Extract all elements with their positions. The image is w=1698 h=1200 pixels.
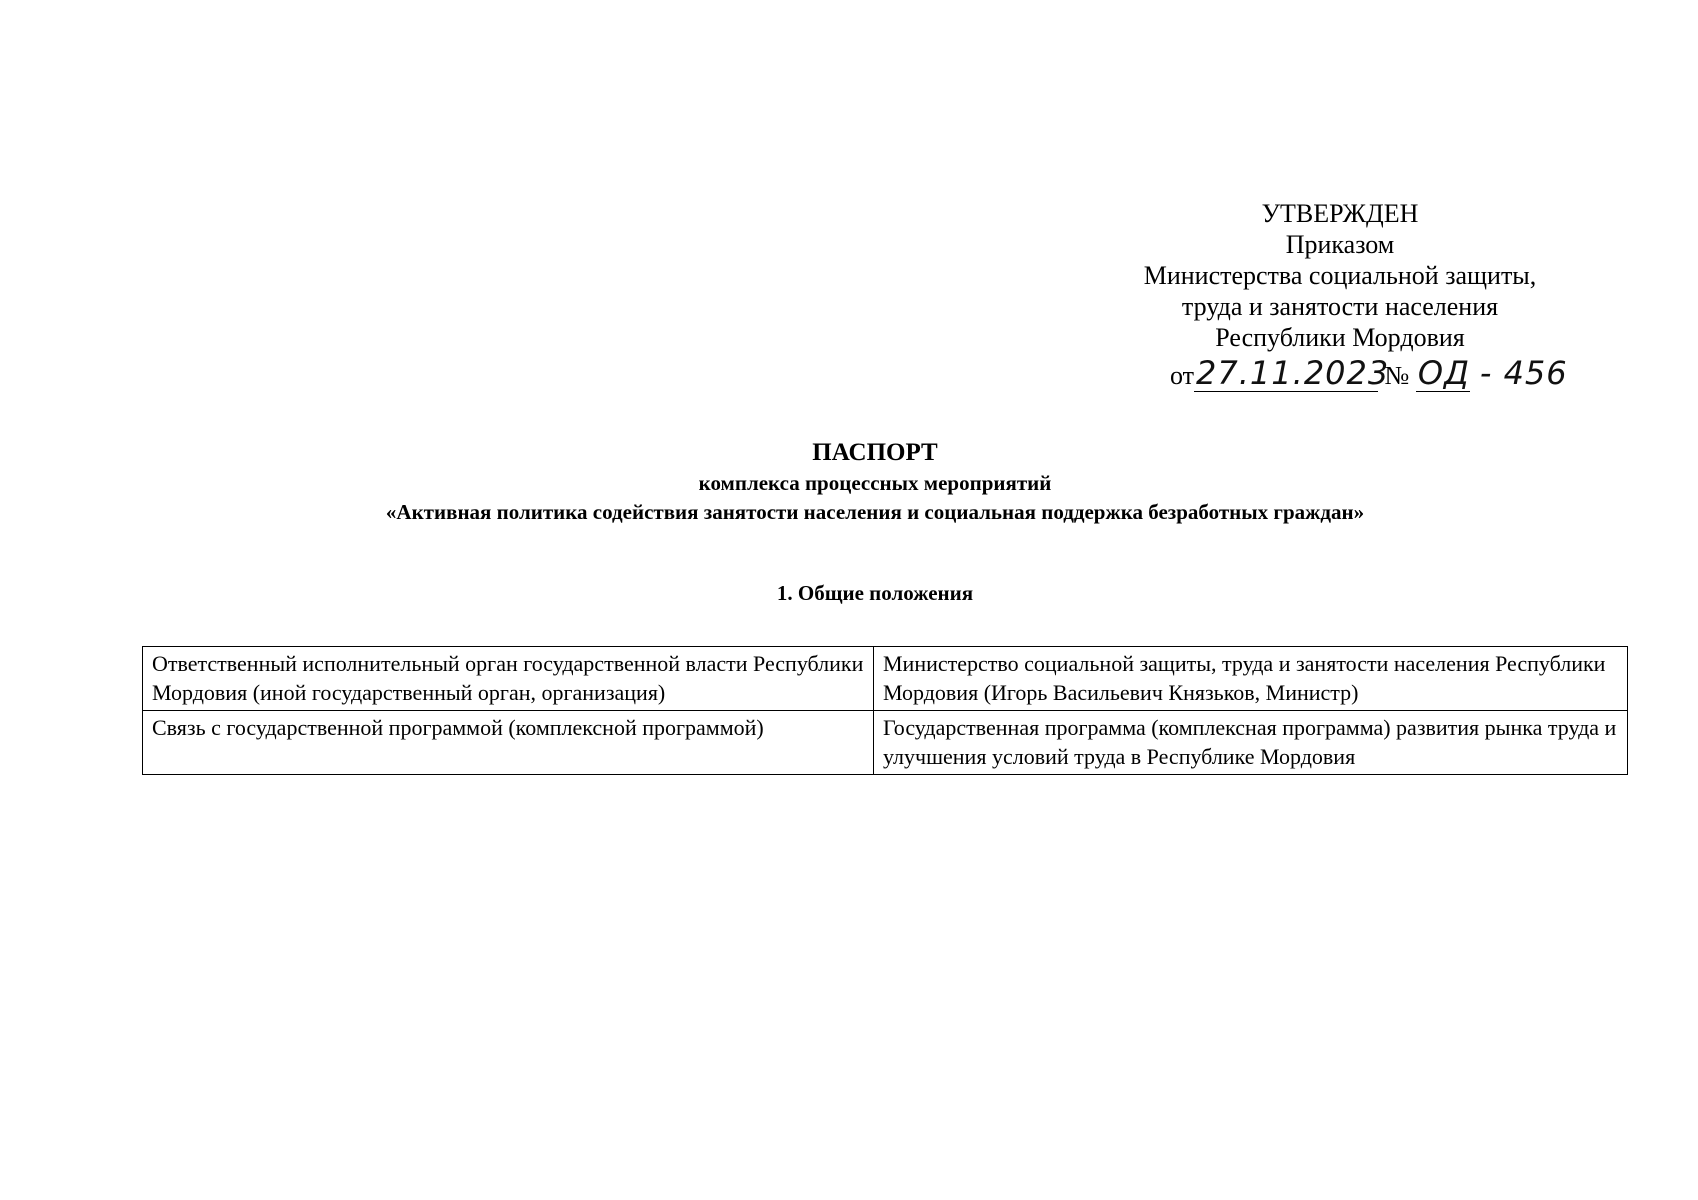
section-heading: 1. Общие положения — [776, 581, 974, 605]
table-row — [143, 711, 1628, 775]
approval-block — [1095, 198, 1585, 393]
handwritten-date-text: 27.11.2023 — [1196, 354, 1390, 392]
handwritten-number-suffix: - 456 — [1479, 354, 1568, 392]
document-title — [0, 437, 1698, 527]
approval-ministry-line2: труда и занятости населения — [1181, 292, 1499, 321]
table-cell-responsible-label: Ответственный исполнительный орган государственной власти Республики Мордовия (иной государственный орган, организация) — [143, 647, 874, 711]
approval-order: Приказом — [1285, 230, 1395, 259]
table-cell-responsible-value: Министерство социальной защиты, труда и занятости населения Республики Мордовия (Игорь Васильевич Князьков, Министр) — [874, 647, 1628, 711]
table-cell-program-label: Связь с государственной программой (комплексной программой) — [143, 711, 874, 775]
handwritten-number — [1416, 354, 1471, 392]
general-provisions-table — [142, 646, 1628, 775]
title-subtitle-2: «Активная политика содействия занятости населения и социальная поддержка безработных граждан» — [385, 500, 1365, 524]
approval-ministry-line3: Республики Мордовия — [1215, 323, 1465, 352]
title-main: ПАСПОРТ — [812, 439, 938, 466]
approval-ministry-line1: Министерства социальной защиты, — [1143, 261, 1537, 290]
handwritten-date — [1194, 354, 1390, 392]
number-sign: № — [1384, 361, 1410, 390]
title-subtitle-1: комплекса процессных мероприятий — [698, 471, 1052, 495]
handwritten-number-text: ОД — [1417, 354, 1471, 392]
table-cell-program-value: Государственная программа (комплексная программа) развития рынка труда и улучшения условий труда в Республике Мордовия — [874, 711, 1628, 775]
date-prefix: от — [1170, 361, 1195, 390]
table-row — [143, 647, 1628, 711]
approval-approved: УТВЕРЖДЕН — [1261, 199, 1419, 228]
approval-date-number-line — [1095, 353, 1585, 393]
